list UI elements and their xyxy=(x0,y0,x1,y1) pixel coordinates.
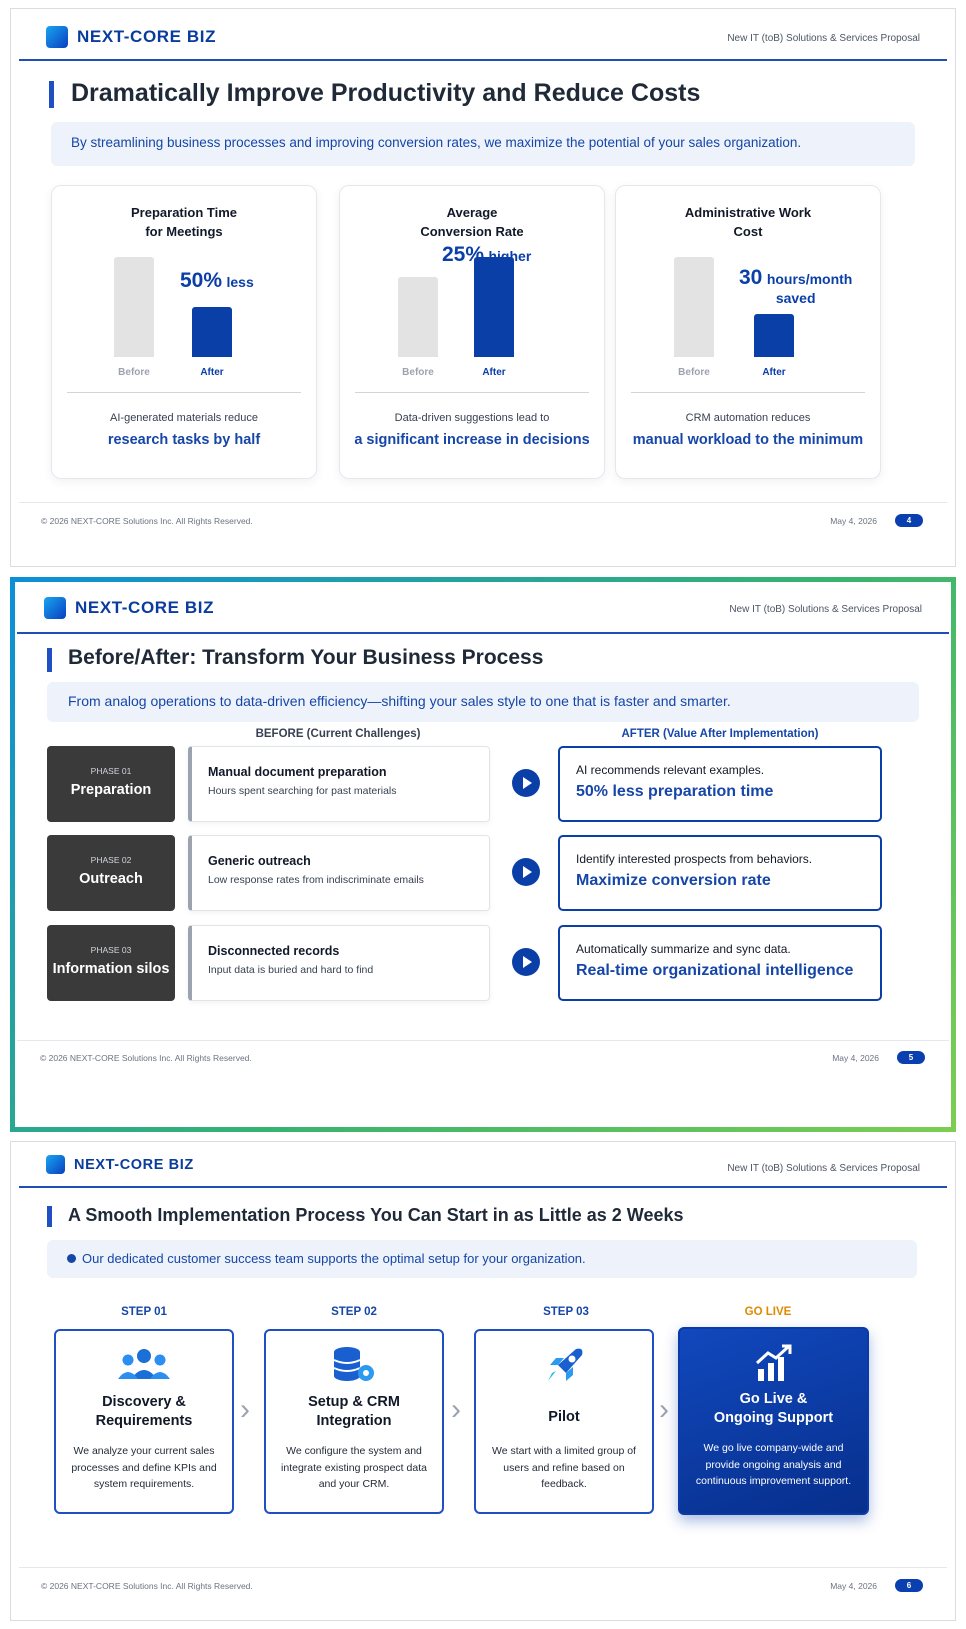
page-number-badge: 5 xyxy=(897,1051,925,1064)
after-label: After xyxy=(762,367,786,378)
arrow-right-icon xyxy=(512,769,540,797)
after-bar xyxy=(192,307,232,357)
after-card xyxy=(558,835,882,911)
phase-label: Outreach xyxy=(79,871,143,887)
page-number-badge: 4 xyxy=(895,514,923,527)
metric-emphasis: a significant increase in decisions xyxy=(354,432,590,448)
step-label: STEP 01 xyxy=(121,1306,167,1318)
after-label: After xyxy=(200,367,224,378)
phase-number: PHASE 02 xyxy=(90,855,132,865)
brand-logo xyxy=(46,1155,194,1174)
lead-text: Our dedicated customer success team supports the optimal setup for your organization. xyxy=(47,1240,917,1278)
after-card xyxy=(558,925,882,1001)
before-title: Manual document preparation xyxy=(208,765,387,779)
before-label: Before xyxy=(118,367,150,378)
phase-label: Information silos xyxy=(52,961,170,977)
slide-header xyxy=(17,582,949,634)
step-title: Pilot xyxy=(548,1409,580,1425)
phase-label: Preparation xyxy=(70,782,152,798)
chevron-right-icon: › xyxy=(240,1393,250,1426)
footer-divider xyxy=(17,1040,949,1041)
proposal-label: New IT (toB) Solutions & Services Proposal xyxy=(729,604,922,615)
lead-text: By streamlining business processes and improving conversion rates, we maximize the potential of your sales organization. xyxy=(51,122,915,166)
before-desc: Low response rates from indiscriminate emails xyxy=(208,874,424,886)
after-text: AI recommends relevant examples. xyxy=(576,763,765,777)
proposal-label: New IT (toB) Solutions & Services Proposal xyxy=(727,33,920,44)
after-card xyxy=(558,746,882,822)
brand-name: NEXT-CORE BIZ xyxy=(74,1156,194,1173)
before-desc: Input data is buried and hard to find xyxy=(208,964,374,976)
before-card xyxy=(188,835,490,911)
metric-highlight: 30 hours/month saved xyxy=(739,266,853,306)
after-text: Automatically summarize and sync data. xyxy=(576,942,791,956)
after-emphasis: Maximize conversion rate xyxy=(576,872,771,889)
chevron-right-icon: › xyxy=(451,1393,461,1426)
phase-number: PHASE 03 xyxy=(90,945,132,955)
before-header: BEFORE (Current Challenges) xyxy=(255,728,421,740)
divider xyxy=(631,392,865,393)
metric-title: Preparation Time for Meetings xyxy=(131,205,237,239)
footer-date: May 4, 2026 xyxy=(832,1053,879,1063)
step-title: Discovery & Requirements xyxy=(95,1394,193,1429)
slide-header xyxy=(19,1142,947,1188)
after-bar xyxy=(754,314,794,357)
logo-icon xyxy=(44,597,66,619)
metric-card-admin-cost xyxy=(615,185,881,479)
metric-card-preparation xyxy=(51,185,317,479)
step-desc: We go live company-wide and provide ongoing analysis and continuous improvement support. xyxy=(695,1442,852,1487)
lead-text: From analog operations to data-driven efficiency—shifting your sales style to one that is faster and smarter. xyxy=(47,682,919,722)
copyright: © 2026 NEXT-CORE Solutions Inc. All Rights Reserved. xyxy=(40,1053,252,1063)
after-label: After xyxy=(482,367,506,378)
brand-name: NEXT-CORE BIZ xyxy=(77,27,217,46)
before-bar xyxy=(114,257,154,357)
metric-desc: CRM automation reduces xyxy=(685,412,811,424)
users-icon xyxy=(56,1345,232,1385)
step-label-go-live: GO LIVE xyxy=(744,1306,792,1318)
footer-date: May 4, 2026 xyxy=(830,516,877,526)
arrow-right-icon xyxy=(512,948,540,976)
metric-title: Administrative Work Cost xyxy=(684,205,812,239)
after-emphasis: 50% less preparation time xyxy=(576,783,774,800)
divider xyxy=(67,392,301,393)
before-card xyxy=(188,746,490,822)
page-title: Before/After: Transform Your Business Process xyxy=(68,646,544,669)
before-label: Before xyxy=(678,367,710,378)
before-label: Before xyxy=(402,367,434,378)
logo-icon xyxy=(46,1155,65,1174)
metric-emphasis: manual workload to the minimum xyxy=(632,432,864,448)
title-accent xyxy=(47,648,52,672)
before-title: Disconnected records xyxy=(208,944,340,958)
after-bar xyxy=(474,257,514,357)
step-label: STEP 02 xyxy=(331,1306,377,1318)
slide-6 xyxy=(10,1141,956,1621)
phase-number: PHASE 01 xyxy=(90,766,132,776)
brand-name: NEXT-CORE BIZ xyxy=(75,598,215,617)
before-bar xyxy=(398,277,438,357)
title-accent xyxy=(49,81,54,108)
phase-card xyxy=(47,835,175,911)
metric-highlight: 25% higher xyxy=(442,243,532,266)
database-gear-icon xyxy=(266,1345,442,1385)
metric-highlight: 50% less xyxy=(180,269,254,292)
slide-4 xyxy=(10,8,956,567)
step-label: STEP 03 xyxy=(543,1306,589,1318)
footer-date: May 4, 2026 xyxy=(830,1581,877,1591)
step-title: Setup & CRM Integration xyxy=(308,1394,400,1429)
before-desc: Hours spent searching for past materials xyxy=(208,785,397,797)
step-desc: We start with a limited group of users and refine based on feedback. xyxy=(492,1445,636,1490)
arrow-right-icon xyxy=(512,858,540,886)
brand-logo xyxy=(44,597,214,619)
logo-icon xyxy=(46,26,68,48)
slide-5 xyxy=(10,577,956,1132)
after-emphasis: Real-time organizational intelligence xyxy=(576,962,854,979)
metric-desc: AI-generated materials reduce xyxy=(110,412,258,424)
before-card xyxy=(188,925,490,1001)
go-live-card xyxy=(678,1327,869,1515)
phase-card xyxy=(47,925,175,1001)
step-card xyxy=(54,1329,234,1514)
step-desc: We configure the system and integrate existing prospect data and your CRM. xyxy=(281,1445,427,1490)
bullet-icon xyxy=(67,1254,76,1263)
step-card xyxy=(264,1329,444,1514)
footer-divider xyxy=(19,502,947,503)
divider xyxy=(355,392,589,393)
before-title: Generic outreach xyxy=(208,854,311,868)
metric-title: Average Conversion Rate xyxy=(420,205,524,239)
after-header: AFTER (Value After Implementation) xyxy=(621,728,819,740)
rocket-icon xyxy=(476,1345,652,1385)
phase-card xyxy=(47,746,175,822)
after-text: Identify interested prospects from behaviors. xyxy=(576,852,813,866)
title-accent xyxy=(47,1206,52,1227)
copyright: © 2026 NEXT-CORE Solutions Inc. All Rights Reserved. xyxy=(41,1581,253,1591)
page-number-badge: 6 xyxy=(895,1579,923,1592)
slide-header xyxy=(19,9,947,61)
step-title: Go Live & Ongoing Support xyxy=(713,1391,834,1426)
page-title: A Smooth Implementation Process You Can Start in as Little as 2 Weeks xyxy=(68,1205,684,1225)
before-bar xyxy=(674,257,714,357)
page-title: Dramatically Improve Productivity and Reduce Costs xyxy=(71,79,701,107)
step-desc: We analyze your current sales processes and define KPIs and system requirements. xyxy=(71,1445,217,1490)
brand-logo xyxy=(46,26,216,48)
metric-emphasis: research tasks by half xyxy=(107,432,261,448)
step-card xyxy=(474,1329,654,1514)
metric-card-conversion xyxy=(339,185,605,479)
metric-desc: Data-driven suggestions lead to xyxy=(394,412,550,424)
copyright: © 2026 NEXT-CORE Solutions Inc. All Rights Reserved. xyxy=(41,516,253,526)
chevron-right-icon: › xyxy=(659,1393,669,1426)
growth-chart-icon xyxy=(680,1343,867,1383)
proposal-label: New IT (toB) Solutions & Services Proposal xyxy=(727,1163,920,1174)
footer-divider xyxy=(19,1567,947,1568)
